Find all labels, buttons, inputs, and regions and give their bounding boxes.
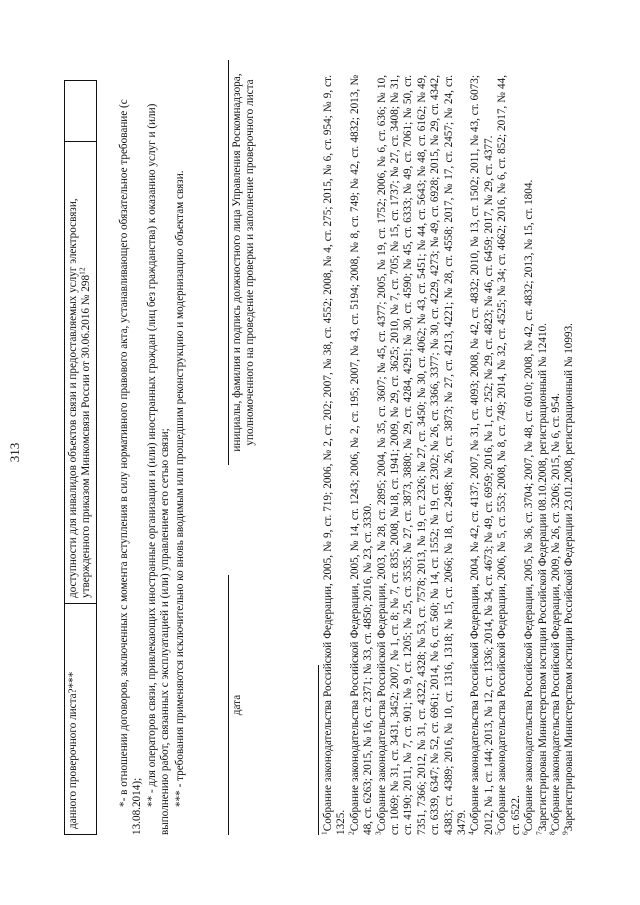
footnote-separator [318,665,319,835]
footnote [346,75,376,835]
footnote-number: 3 [372,831,382,835]
footnote-number: 6 [520,831,530,835]
table-row [65,81,97,835]
footnote [533,75,550,835]
footnote [493,75,523,835]
official-label: инициалы, фамилия и подпись должностного лица Управления Роскомнадзора, уполномоченного на проведение проверки и заполнение проверочного листа [231,73,257,452]
date-label: дата [231,694,243,716]
notes-block [118,65,188,835]
footnote-text: Собрание законодательства Российской Федерации, 2005, № 14, ст. 1243; 2006, № 2, ст. 195; 2007, № 43, ст. 5194; 2008, № 8, ст. 749; № 42, ст. 4832; 2013, № 48, ст. 6263; 2015, № 16, ст. 2371; № 33, ст. 4850; 2016, № 23, ст. 3330. [348,75,375,835]
footnote [520,75,536,835]
footnote [560,75,576,835]
footnote-text: Зарегистрирован Министерством юстиции Российской Федерации 23.01.2008, регистрационный № 10993. [563,323,576,832]
footnote [547,75,563,835]
requirement-text: доступности для инвалидов объектов связи и предоставляемых услуг электросвязи, утвержденного приказом Минкомсвязи России от 30.06.2016 № 298 [67,198,93,598]
footnote [466,75,496,835]
note-3: *** - требования применяются исключительно ко вновь вводимым или прошедшим реконструкцию и модернизацию объектам связи. [173,170,186,807]
footnote-text: Зарегистрирован Министерством юстиции Российской Федерации 08.10.2008, регистрационный № 12410. [536,323,549,832]
footnote-number: 9 [560,831,570,835]
note-1: *- в отношении договоров, заключенных с момента вступления в силу нормативного правового акта, устанавливающего обязательное требование (с 13.08.2014); [118,99,144,835]
footnote-number: 2 [346,831,356,835]
footnotes [319,75,577,835]
question-cell: данного проверочного листа?*** [65,604,97,835]
official-signature [228,60,258,465]
footnote [319,75,349,835]
note-2: ** - для операторов связи, привлекающих иностранные организации и (или) иностранных граждан (лиц без гражданства) к оказанию услуг и (или) выполнению работ, связанных с эксплуатацией и (или) управлением его сетью связи; [145,103,172,835]
footnote-number: 8 [547,831,557,835]
footnote [372,75,470,835]
footnote-number: 1 [319,831,329,835]
date-signature [228,575,244,835]
footnote-number: 5 [493,831,503,835]
checklist-table [64,80,97,835]
footnote-number: 7 [533,831,543,835]
footnote-text: Собрание законодательства Российской Федерации, 2005, № 36, ст. 3704; 2007, № 48, ст. 6010; 2008, № 42, ст. 4832; 2013, № 15, ст. 1804. [523,179,536,832]
answer-cell [65,81,97,142]
footnote-text: Собрание законодательства Российской Федерации, 2005, № 9, ст. 719; 2006, № 2, ст. 202; 2007, № 38, ст. 4552; 2008, № 4, ст. 275; 2015, № 6, ст. 954; № 9, ст. 1325. [322,75,348,835]
footnote-text: Собрание законодательства Российской Федерации, 2006, № 5, ст. 553; 2008, № 8, ст. 749; 2014, № 32, ст. 4525; № 34; ст. 4662; 2016, № 6, ст. 852; 2017, № 44, ст. 6522. [496,75,522,835]
footnote-number: 4 [466,831,476,835]
requirement-footnote-ref: 12 [77,267,87,275]
footnote-text: Собрание законодательства Российской Федерации, 2003, № 28, ст. 2895; 2004, № 35, ст. 3607; № 45, ст. 4377; 2005, № 19, ст. 1752; 2006, № 6, ст. 636; № 10, ст. 1069; № 31, ст. 3431, 3452; 2007, № 1, ст. 8; № 7, ст. 835; 2008, №18, ст. 1941; 2009, № 29, ст. 3625; 2010, № 7, ст. 705; № 15, ст. 1737; № 27, ст. 3408; № 31, ст. 4190; 2011, № 7, ст. 901; № 9, ст. 1205; № 25, ст. 3535; № 27, ст. 3873, 3880; № 29, ст. 4284, 4291; № 30, ст. 4590; № 45, ст. 6333; № 49, ст. 7061; № 50, ст. 7351, 7366; 2012, № 31, ст. 4322, 4328; № 53, ст. 7578; 2013, № 19, ст. 2326; № 27, ст. 3450; № 30, ст. 4062; № 43, ст. 5451; № 44, ст. 5643; № 48, ст. 6162; № 49, ст. 6339, 6347; № 52, ст. 6961; 2014, № 6, ст. 560; № 14, ст. 1552; № 19, ст. 2302; № 26, ст. 3366, 3377; № 30, ст. 4229, 4273; № 49, ст. 6928; 2015, № 29, ст. 4342, 4383; ст. 4389; 2016, № 10, ст. 1316, 1318; № 15, ст. 2066; № 18, ст. 2498; № 26, ст. 3873; № 27, ст. 4213, 4221; № 28, ст. 4558; 2017, № 17, ст. 2457; № 24, ст. 3479. [375,75,469,835]
footnote-text: Собрание законодательства Российской Федерации, 2009, № 26, ст. 3206; 2015, № 6, ст. 954. [549,393,562,832]
page-number: 313 [7,442,22,463]
requirement-cell [65,142,97,604]
footnote-text: Собрание законодательства Российской Федерации, 2004, № 42, ст. 4137; 2007, № 31, ст. 4093; 2008, № 42, ст. 4832; 2010, № 13, ст. 1502; 2011, № 43, ст. 6073; 2012, № 1, ст. 144; 2013, № 12, ст. 1336; 2014, № 34, ст. 4673; № 49, ст. 6959; 2016, № 1, ст. 252; № 29, ст. 4823; № 46, ст. 6459; 2017, № 29, ст. 4377. [469,75,495,835]
